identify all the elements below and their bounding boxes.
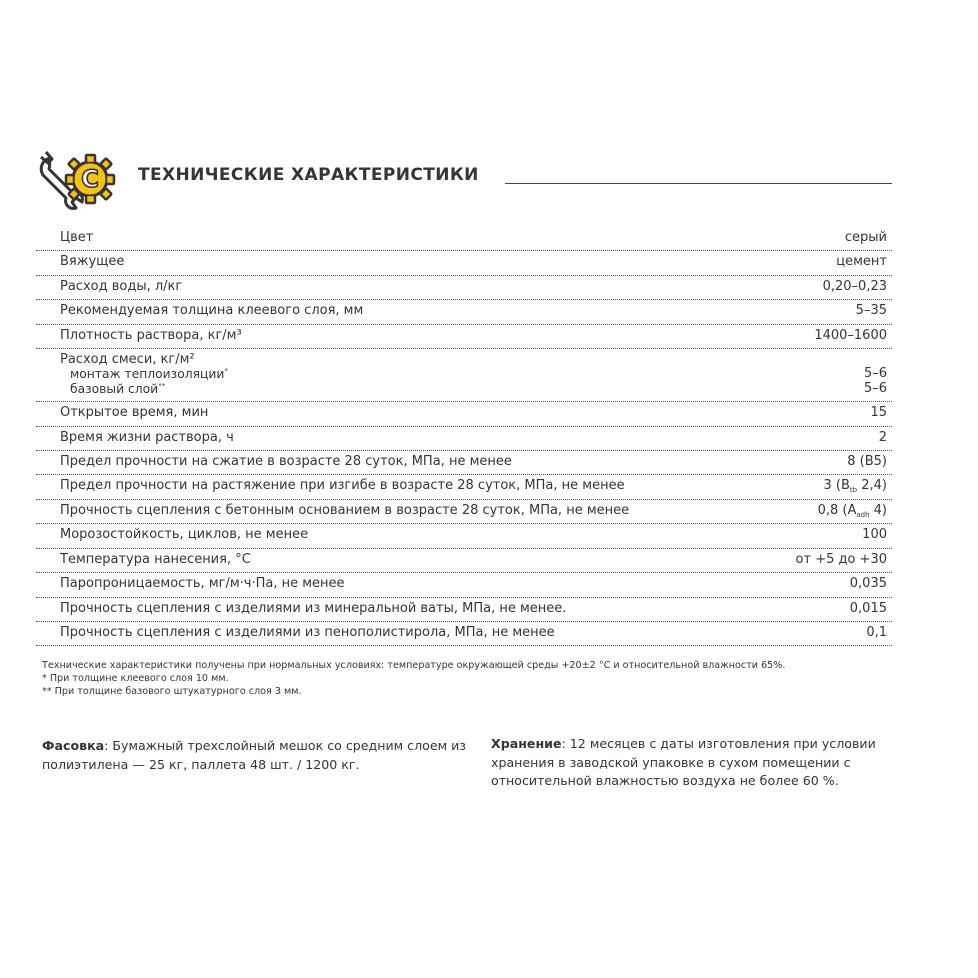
spec-name: Морозостойкость, циклов, не менее (60, 527, 309, 543)
spec-value: цемент (836, 254, 887, 270)
spec-value: 15 (870, 405, 887, 421)
table-row (36, 500, 892, 524)
table-row (36, 475, 892, 499)
spec-name: Температура нанесения, °С (60, 551, 251, 567)
table-row (36, 227, 892, 251)
logo-letter: С (81, 165, 99, 193)
section-title: ТЕХНИЧЕСКИЕ ХАРАКТЕРИСТИКИ (138, 165, 479, 185)
spec-value-group (864, 353, 887, 396)
spec-name: Плотность раствора, кг/м³ (60, 327, 242, 343)
spec-name: Предел прочности на растяжение при изгибе в возрасте 28 суток, МПа, не менее (60, 478, 625, 494)
spec-value: 1400–1600 (814, 327, 887, 343)
spec-value: 0,20–0,23 (822, 278, 887, 294)
spec-value: 0,015 (849, 600, 887, 616)
spec-value: 5–6 (863, 366, 887, 382)
spec-value: 0,1 (866, 624, 887, 640)
footnote-mark: ** (158, 381, 166, 390)
table-row (36, 573, 892, 597)
packaging-label: Фасовка (42, 738, 105, 753)
spec-name-group (60, 353, 228, 396)
footnote-2: ** При толщине базового штукатурного слоя 3 мм. (42, 686, 302, 697)
spec-value: 8 (В5) (847, 454, 887, 470)
spec-name: Расход воды, л/кг (60, 278, 183, 294)
table-row (36, 349, 892, 402)
packaging-text: : Бумажный трехслойный мешок со средним слоем из полиэтилена — 25 кг, паллета 48 шт. / 1200 кг. (42, 738, 466, 772)
table-row (36, 598, 892, 622)
table-row (36, 549, 892, 573)
footnotes (42, 659, 902, 698)
spec-value: 0,035 (849, 576, 887, 592)
spec-name: Рекомендуемая толщина клеевого слоя, мм (60, 303, 364, 319)
spec-subitem (60, 367, 228, 381)
spec-value: 2 (878, 429, 887, 445)
spec-name: Время жизни раствора, ч (60, 429, 234, 445)
spec-name: Цвет (60, 230, 94, 245)
storage-text: : 12 месяцев с даты изготовления при условии хранения в заводской упаковке в сухом помещении с относительной влажностью воздуха не более 60 %. (491, 736, 876, 788)
spec-name: Предел прочности на сжатие в возрасте 28 суток, МПа, не менее (60, 454, 512, 470)
table-row (36, 622, 892, 646)
spec-name: Открытое время, мин (60, 405, 209, 421)
wrench-gear-logo-icon (36, 146, 120, 212)
spec-subitem-name: базовый слой (70, 381, 159, 396)
spec-subitem-name: монтаж теплоизоляции (70, 367, 225, 382)
spec-table (36, 227, 892, 646)
spec-value: 0,8 ($А_{adh}$ 4) (817, 502, 887, 519)
spec-value: серый (844, 230, 887, 245)
footnote-mark: * (224, 367, 228, 376)
table-row (36, 427, 892, 451)
table-row (36, 325, 892, 349)
spec-name: Паропроницаемость, мг/м·ч·Па, не менее (60, 576, 345, 592)
spec-value: от +5 до +30 (795, 551, 887, 567)
table-row (36, 451, 892, 475)
spec-name: Прочность сцепления с бетонным основанием в возрасте 28 суток, МПа, не менее (60, 502, 630, 518)
table-row (36, 402, 892, 426)
spec-name: Расход смеси, кг/м² (60, 352, 195, 368)
spec-value: 5–6 (863, 380, 887, 396)
spec-value: 5–35 (855, 303, 887, 319)
spec-subitem (60, 382, 228, 396)
spec-value: 3 ($В_{tb}$ 2,4) (823, 478, 887, 495)
table-row (36, 300, 892, 324)
spec-name: Прочность сцепления с изделиями из пенополистирола, МПа, не менее (60, 624, 555, 640)
footnote-1: * При толщине клеевого слоя 10 мм. (42, 673, 229, 684)
packaging-info (42, 737, 470, 774)
storage-info (491, 735, 899, 791)
table-row (36, 276, 892, 300)
spec-name: Вяжущее (60, 254, 125, 270)
gear-icon (66, 155, 114, 203)
title-divider (505, 183, 892, 184)
table-row (36, 251, 892, 275)
spec-name: Прочность сцепления с изделиями из минеральной ваты, МПа, не менее. (60, 600, 567, 616)
conditions-note: Технические характеристики получены при нормальных условиях: температуре окружающей среды +20±2 °С и относительной влажности 65%. (42, 660, 786, 671)
table-row (36, 524, 892, 548)
storage-label: Хранение (491, 736, 562, 751)
spec-value: 100 (862, 527, 887, 543)
